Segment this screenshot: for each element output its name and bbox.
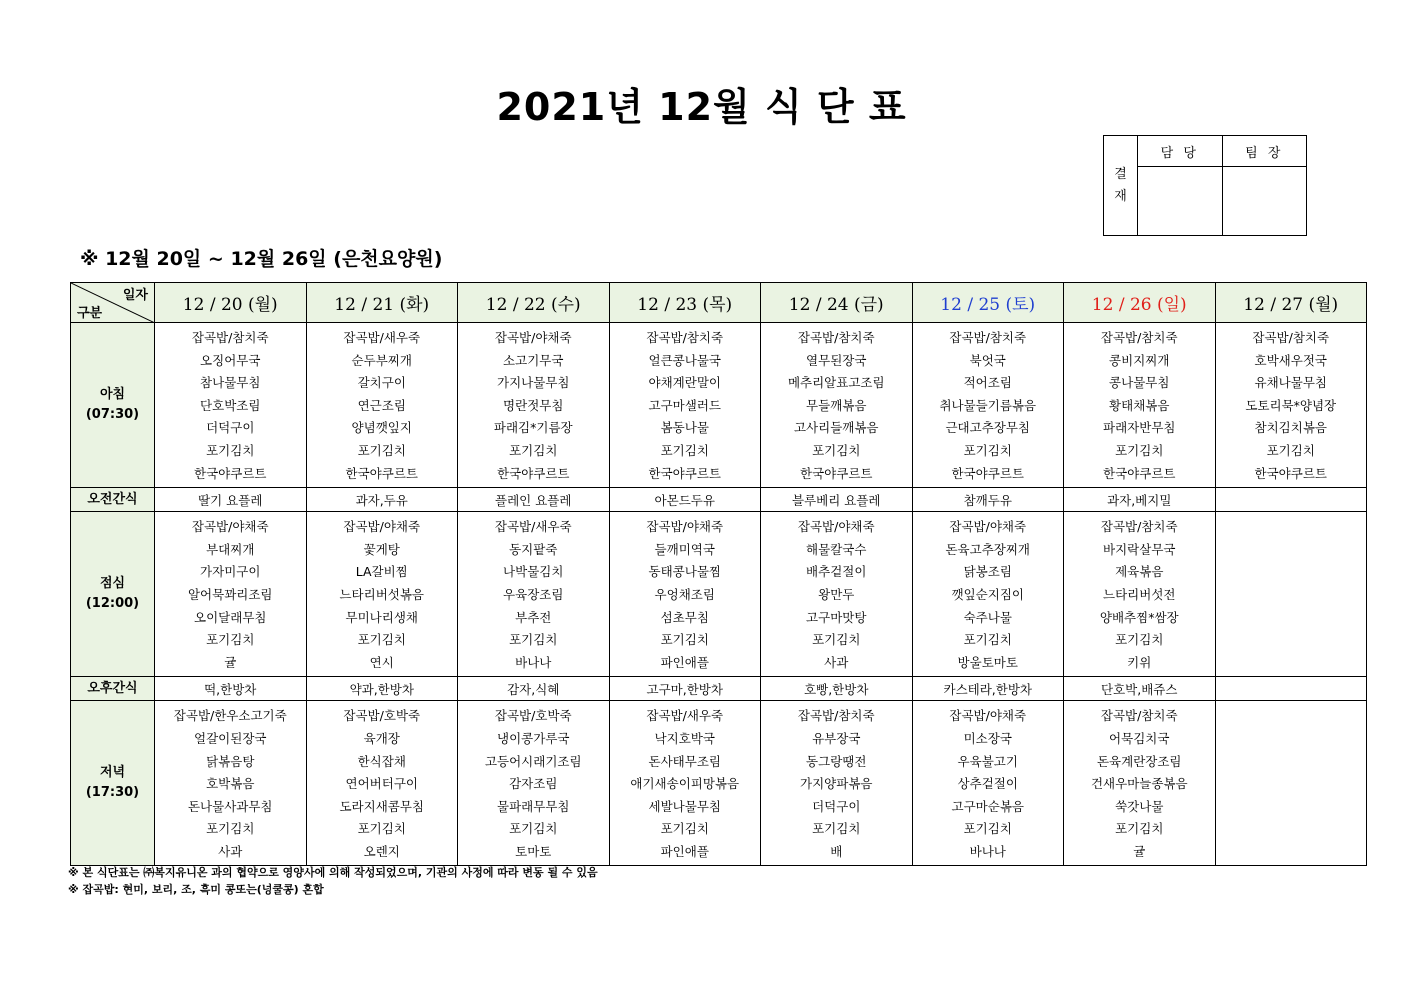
menu-item: 냉이콩가루국 — [497, 730, 570, 746]
menu-item: 야채계란말이 — [648, 375, 721, 391]
menu-item: 물파래무무침 — [497, 798, 570, 814]
menu-item: 포기김치 — [963, 442, 1012, 458]
row-label — [71, 323, 155, 488]
corner-date-label: 일자 — [122, 288, 148, 303]
menu-item: 잡곡밥/참치죽 — [1252, 330, 1330, 345]
menu-cell: 카스테라,한방차 — [912, 677, 1064, 701]
menu-item: 얼갈이된장국 — [194, 730, 267, 746]
menu-item: 참나물무침 — [200, 375, 261, 391]
row-label-name: 점심 — [99, 576, 126, 592]
menu-item: 파래자반무침 — [1103, 420, 1176, 436]
menu-item — [1216, 652, 1367, 675]
approval-side-label: 결 재 — [1104, 136, 1138, 236]
menu-item: 얼큰콩나물국 — [648, 352, 721, 368]
menu-item: 소고기무국 — [503, 352, 564, 368]
menu-item: 양배추찜*쌈장 — [1099, 609, 1179, 625]
menu-cell — [912, 512, 1064, 677]
menu-item: 더덕구이 — [812, 798, 861, 814]
menu-item: 우엉채조림 — [654, 586, 715, 602]
date-header: 12 / 22 (수) — [458, 283, 610, 323]
menu-item: 한국야쿠르트 — [194, 465, 267, 481]
menu-item: 잡곡밥/야채죽 — [343, 519, 421, 535]
menu-item — [1216, 796, 1367, 819]
menu-item: 취나물들기름볶음 — [939, 397, 1037, 413]
menu-item: 갈치구이 — [357, 375, 406, 391]
menu-item — [1216, 561, 1367, 584]
menu-cell: 참깨두유 — [912, 488, 1064, 512]
menu-item: 잡곡밥/야채죽 — [797, 519, 875, 535]
morning-snack-row — [71, 488, 1367, 512]
menu-item: 한국야쿠르트 — [951, 465, 1024, 481]
menu-item: 포기김치 — [357, 821, 406, 837]
menu-item: 순두부찌개 — [351, 352, 412, 368]
row-label — [71, 512, 155, 677]
menu-item: 무미나리생채 — [345, 609, 418, 625]
menu-item: 파인애플 — [660, 654, 709, 670]
menu-item: 포기김치 — [1115, 632, 1164, 648]
menu-item: 메추리알표고조림 — [787, 375, 885, 391]
menu-item: 더덕구이 — [206, 420, 255, 436]
menu-item: 잡곡밥/새우죽 — [494, 519, 572, 535]
menu-item — [1216, 751, 1367, 774]
menu-item: 고사리들깨볶음 — [793, 420, 879, 436]
row-label-name: 저녁 — [99, 765, 126, 781]
menu-item — [1216, 818, 1367, 841]
menu-item: 잡곡밥/참치죽 — [1100, 708, 1178, 724]
header-row — [71, 283, 1367, 323]
menu-cell — [306, 701, 458, 866]
row-label-time: (07:30) — [85, 407, 140, 423]
menu-item: 고구마샐러드 — [648, 397, 721, 413]
menu-item: 돈육고추장찌개 — [945, 541, 1031, 557]
menu-cell: 단호박,배쥬스 — [1064, 677, 1216, 701]
menu-cell — [761, 512, 913, 677]
date-header: 12 / 21 (화) — [306, 283, 458, 323]
menu-cell — [609, 512, 761, 677]
menu-item: 돈육계란장조림 — [1096, 753, 1182, 769]
menu-item: 섬초무침 — [660, 609, 709, 625]
menu-item: 잡곡밥/야채죽 — [949, 708, 1027, 724]
menu-item: 잡곡밥/참치죽 — [949, 330, 1027, 345]
menu-cell — [458, 701, 610, 866]
menu-item: 바지락살무국 — [1103, 541, 1176, 557]
footnote: ※ 본 식단표는 ㈜복지유니온 과의 협약으로 영양사에 의해 작성되었으며, 기관의 사정에 따라 변동 될 수 있음 — [68, 866, 598, 879]
menu-item: 열무된장국 — [806, 352, 867, 368]
menu-item: 왕만두 — [818, 586, 855, 602]
date-header: 12 / 23 (목) — [609, 283, 761, 323]
menu-item: 잡곡밥/야채죽 — [191, 519, 269, 535]
menu-item: 포기김치 — [660, 442, 709, 458]
page-title: 2021년 12월 식 단 표 — [496, 85, 907, 129]
menu-item: 알어묵꽈리조림 — [187, 586, 273, 602]
menu-item: 명란젓무침 — [503, 397, 564, 413]
menu-item: 파인애플 — [660, 843, 709, 859]
menu-item: 동지팥죽 — [509, 541, 558, 557]
menu-item: 잡곡밥/참치죽 — [1100, 330, 1178, 345]
menu-cell — [458, 323, 610, 488]
menu-item: 세발나물무침 — [648, 798, 721, 814]
row-label — [71, 701, 155, 866]
menu-item: 참치김치볶음 — [1254, 420, 1327, 436]
menu-item: 잡곡밥/참치죽 — [797, 708, 875, 724]
menu-item: 배추겉절이 — [806, 564, 867, 580]
approval-sign-team-lead[interactable] — [1222, 167, 1307, 236]
menu-item: 고구마맛탕 — [806, 609, 867, 625]
menu-cell — [1215, 512, 1367, 677]
row-label-name: 오후간식 — [87, 680, 138, 696]
menu-cell — [609, 323, 761, 488]
menu-item: 포기김치 — [206, 821, 255, 837]
menu-item: 잡곡밥/참치죽 — [191, 330, 269, 345]
menu-item: 바나나 — [969, 843, 1006, 859]
menu-item: 제육볶음 — [1115, 564, 1164, 580]
menu-item: 잡곡밥/야채죽 — [646, 519, 724, 535]
menu-item: 포기김치 — [357, 442, 406, 458]
menu-item: 동그랑땡전 — [806, 753, 867, 769]
menu-item: 돈사태무조림 — [648, 753, 721, 769]
menu-item: 포기김치 — [963, 821, 1012, 837]
menu-item: 상추겉절이 — [957, 776, 1018, 792]
menu-item: 부대찌개 — [206, 541, 255, 557]
menu-item: 낙지호박국 — [654, 730, 715, 746]
menu-item: 한국야쿠르트 — [1254, 465, 1327, 481]
menu-cell: 블루베리 요플레 — [761, 488, 913, 512]
menu-item: 잡곡밥/참치죽 — [646, 330, 724, 345]
menu-item: 포기김치 — [357, 632, 406, 648]
menu-item: 돈나물사과무침 — [187, 798, 273, 814]
menu-item: 양념깻잎지 — [351, 420, 412, 436]
menu-item: 파래김*기름장 — [493, 420, 573, 436]
menu-item: LA갈비찜 — [355, 564, 408, 580]
menu-item: 봄동나물 — [660, 420, 709, 436]
menu-item: 잡곡밥/야채죽 — [494, 330, 572, 345]
menu-item: 사과 — [824, 654, 849, 670]
menu-item: 오이달래무침 — [194, 609, 267, 625]
menu-cell — [609, 701, 761, 866]
menu-item: 가자미구이 — [200, 564, 261, 580]
menu-item: 유부장국 — [812, 730, 861, 746]
menu-item: 미소장국 — [963, 730, 1012, 746]
row-label-time: (12:00) — [85, 596, 140, 612]
menu-item: 콩비지찌개 — [1109, 352, 1170, 368]
menu-item: 북엇국 — [969, 352, 1006, 368]
menu-item: 잡곡밥/새우죽 — [343, 330, 421, 345]
row-label — [71, 488, 155, 512]
menu-item: 적어조림 — [963, 375, 1012, 391]
menu-item: 한식잡채 — [357, 753, 406, 769]
menu-item: 한국야쿠르트 — [497, 465, 570, 481]
menu-item: 부추전 — [515, 609, 552, 625]
menu-cell — [912, 323, 1064, 488]
menu-item: 오렌지 — [363, 843, 400, 859]
menu-item: 꽃게탕 — [363, 541, 400, 557]
menu-item — [1216, 607, 1367, 630]
menu-item: 포기김치 — [812, 632, 861, 648]
menu-item: 잡곡밥/참치죽 — [1100, 519, 1178, 535]
menu-item: 배 — [830, 843, 843, 859]
menu-item: 귤 — [1133, 843, 1146, 859]
menu-item: 가지나물무침 — [497, 375, 570, 391]
menu-item: 애기새송이피망볶음 — [630, 776, 740, 792]
menu-cell — [458, 512, 610, 677]
menu-cell — [761, 701, 913, 866]
menu-cell — [1215, 488, 1367, 512]
menu-item: 어묵김치국 — [1109, 730, 1170, 746]
menu-item — [1216, 728, 1367, 751]
menu-cell: 약과,한방차 — [306, 677, 458, 701]
approval-col-manager: 담 당 — [1138, 136, 1223, 167]
menu-cell: 호빵,한방차 — [761, 677, 913, 701]
menu-cell — [155, 701, 307, 866]
menu-item: 고구마순볶음 — [951, 798, 1024, 814]
menu-item — [1216, 584, 1367, 607]
menu-item: 연어버터구이 — [345, 776, 418, 792]
date-header: 12 / 20 (월) — [155, 283, 307, 323]
menu-item: 잡곡밥/참치죽 — [797, 330, 875, 345]
menu-item — [1216, 841, 1367, 864]
row-label-name: 오전간식 — [87, 491, 138, 507]
menu-item — [1216, 773, 1367, 796]
menu-item: 토마토 — [515, 843, 552, 859]
menu-item: 닭볶음탕 — [206, 753, 255, 769]
menu-cell — [1064, 323, 1216, 488]
menu-item: 한국야쿠르트 — [1103, 465, 1176, 481]
menu-item: 황태채볶음 — [1109, 397, 1170, 413]
footnote: ※ 잡곡밥: 현미, 보리, 조, 흑미 콩또는(넝쿨콩) 혼합 — [68, 883, 324, 896]
menu-item: 들깨미역국 — [654, 541, 715, 557]
menu-cell: 과자,두유 — [306, 488, 458, 512]
menu-item: 포기김치 — [509, 632, 558, 648]
menu-cell: 고구마,한방차 — [609, 677, 761, 701]
menu-item: 무들깨볶음 — [806, 397, 867, 413]
menu-item: 호박볶음 — [206, 776, 255, 792]
menu-cell — [1215, 323, 1367, 488]
menu-item: 포기김치 — [812, 821, 861, 837]
menu-item: 바나나 — [515, 654, 552, 670]
menu-item: 포기김치 — [660, 821, 709, 837]
menu-cell — [155, 512, 307, 677]
row-label — [71, 677, 155, 701]
menu-item: 콩나물무침 — [1109, 375, 1170, 391]
menu-item: 단호박조림 — [200, 397, 261, 413]
menu-item: 잡곡밥/호박죽 — [494, 708, 572, 724]
approval-sign-manager[interactable] — [1138, 167, 1223, 236]
menu-item: 우육불고기 — [957, 753, 1018, 769]
menu-item: 육개장 — [363, 730, 400, 746]
menu-item — [1216, 705, 1367, 728]
menu-item: 키위 — [1127, 654, 1152, 670]
menu-item: 나박물김치 — [503, 564, 564, 580]
menu-item: 건새우마늘종볶음 — [1090, 776, 1188, 792]
menu-cell: 과자,베지밀 — [1064, 488, 1216, 512]
row-label-time: (17:30) — [85, 785, 140, 801]
menu-item — [1216, 516, 1367, 539]
menu-item: 해물칼국수 — [806, 541, 867, 557]
approval-box — [1103, 135, 1307, 236]
menu-item — [1216, 629, 1367, 652]
menu-item: 연근조림 — [357, 397, 406, 413]
menu-item: 감자조림 — [509, 776, 558, 792]
menu-cell: 플레인 요플레 — [458, 488, 610, 512]
menu-item: 가지양파볶음 — [800, 776, 873, 792]
date-header: 12 / 25 (토) — [912, 283, 1064, 323]
menu-cell — [1215, 701, 1367, 866]
menu-item: 깻잎순지짐이 — [951, 586, 1024, 602]
header-corner — [71, 283, 155, 323]
menu-item: 연시 — [369, 654, 394, 670]
menu-item: 도라지새콤무침 — [339, 798, 425, 814]
menu-item: 오징어무국 — [200, 352, 261, 368]
menu-item: 포기김치 — [1115, 821, 1164, 837]
menu-item: 잡곡밥/야채죽 — [949, 519, 1027, 535]
menu-item: 한국야쿠르트 — [648, 465, 721, 481]
menu-item: 포기김치 — [812, 442, 861, 458]
afternoon-snack-row — [71, 677, 1367, 701]
menu-item: 포기김치 — [660, 632, 709, 648]
menu-item: 쑥갓나물 — [1115, 798, 1164, 814]
menu-item: 고등어시래기조림 — [484, 753, 582, 769]
period-subtitle: ※ 12월 20일 ~ 12월 26일 (은천요양원) — [80, 248, 443, 270]
corner-category-label: 구분 — [77, 306, 103, 321]
menu-cell — [155, 323, 307, 488]
menu-cell — [306, 512, 458, 677]
menu-item: 포기김치 — [509, 442, 558, 458]
row-label-name: 아침 — [99, 387, 126, 403]
menu-item: 잡곡밥/한우소고기죽 — [173, 708, 287, 724]
menu-item: 포기김치 — [206, 442, 255, 458]
menu-item: 포기김치 — [206, 632, 255, 648]
approval-col-team-lead: 팀 장 — [1222, 136, 1307, 167]
menu-item: 사과 — [218, 843, 243, 859]
menu-item: 도토리묵*양념장 — [1245, 397, 1337, 413]
menu-item: 닭봉조림 — [963, 564, 1012, 580]
breakfast-row — [71, 323, 1367, 488]
menu-item: 한국야쿠르트 — [345, 465, 418, 481]
menu-cell: 아몬드두유 — [609, 488, 761, 512]
menu-item: 포기김치 — [509, 821, 558, 837]
menu-item: 유채나물무침 — [1254, 375, 1327, 391]
menu-item: 포기김치 — [1266, 442, 1315, 458]
menu-item: 동태콩나물찜 — [648, 564, 721, 580]
menu-item: 느타리버섯전 — [1103, 586, 1176, 602]
menu-item: 포기김치 — [963, 632, 1012, 648]
lunch-row — [71, 512, 1367, 677]
dinner-row — [71, 701, 1367, 866]
menu-table — [70, 282, 1367, 866]
menu-cell: 떡,한방차 — [155, 677, 307, 701]
menu-cell — [1064, 512, 1216, 677]
menu-item: 호박새우젓국 — [1254, 352, 1327, 368]
menu-cell: 감자,식혜 — [458, 677, 610, 701]
menu-item: 잡곡밥/새우죽 — [646, 708, 724, 724]
menu-item: 숙주나물 — [963, 609, 1012, 625]
menu-item: 근대고추장무침 — [945, 420, 1031, 436]
menu-cell: 딸기 요플레 — [155, 488, 307, 512]
menu-item: 느타리버섯볶음 — [339, 586, 425, 602]
menu-item: 잡곡밥/호박죽 — [343, 708, 421, 724]
menu-cell — [306, 323, 458, 488]
menu-item: 귤 — [224, 654, 237, 670]
menu-item: 한국야쿠르트 — [800, 465, 873, 481]
menu-cell — [1064, 701, 1216, 866]
date-header: 12 / 27 (월) — [1215, 283, 1367, 323]
menu-item: 방울토마토 — [957, 654, 1018, 670]
menu-item — [1216, 539, 1367, 562]
menu-cell — [1215, 677, 1367, 701]
date-header: 12 / 24 (금) — [761, 283, 913, 323]
date-header: 12 / 26 (일) — [1064, 283, 1216, 323]
menu-item: 우육장조림 — [503, 586, 564, 602]
footnotes — [68, 864, 598, 898]
menu-cell — [912, 701, 1064, 866]
menu-cell — [761, 323, 913, 488]
menu-item: 포기김치 — [1115, 442, 1164, 458]
